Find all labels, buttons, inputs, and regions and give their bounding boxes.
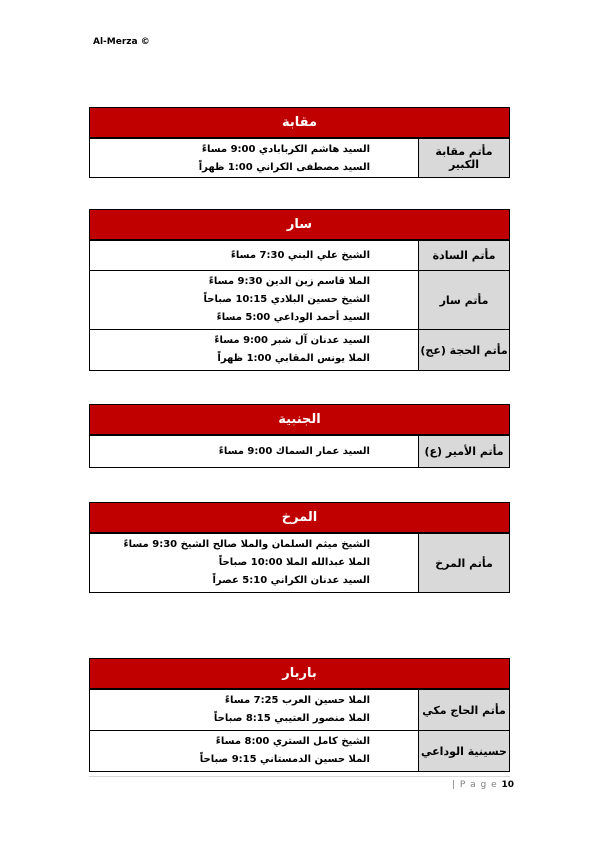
table-row bbox=[90, 240, 509, 270]
entry-line: الشيخ علي البني 7:30 مساءً bbox=[230, 249, 370, 261]
entries-cell bbox=[90, 690, 418, 730]
entries-cell bbox=[90, 731, 418, 771]
entries-cell bbox=[90, 330, 418, 370]
entry-line: الشيخ حسين البلادي 10:15 صباحاً bbox=[203, 294, 370, 305]
section-saar bbox=[89, 209, 510, 371]
entry-line: الشيخ ميثم السلمان والملا صالح الشيخ 9:30 مساءً bbox=[123, 539, 370, 550]
venue-name: مأتم الأمير (ع) bbox=[418, 436, 509, 467]
page-label: | P a g e bbox=[452, 780, 498, 790]
section-janabiya bbox=[89, 404, 510, 468]
entry-line: السيد عدنان آل شبر 9:00 مساءً bbox=[214, 335, 370, 346]
entry-line: السيد عدنان الكراني 5:10 عصراً bbox=[212, 575, 370, 586]
venue-name: مأتم مقابة الكبير bbox=[418, 139, 509, 177]
entry-line: الملا منصور العتيبي 8:15 صباحاً bbox=[213, 713, 370, 724]
footer-divider bbox=[89, 776, 510, 777]
section-title: سار bbox=[90, 210, 509, 240]
table-row bbox=[90, 138, 509, 177]
venue-name: مأتم سار bbox=[418, 271, 509, 329]
entry-line: الملا حسين العرب 7:25 مساءً bbox=[224, 695, 370, 706]
table-row bbox=[90, 435, 509, 467]
entries-cell bbox=[90, 271, 418, 329]
venue-name: مأتم المرخ bbox=[418, 534, 509, 592]
section-markh bbox=[89, 502, 510, 593]
table-row bbox=[90, 533, 509, 592]
table-row bbox=[90, 270, 509, 329]
entry-line: السيد أحمد الوداعي 5:00 مساءً bbox=[216, 312, 370, 323]
section-title: الجنبية bbox=[90, 405, 509, 435]
page-number: 10 bbox=[501, 780, 515, 790]
entry-line: السيد مصطفى الكراني 1:00 ظهراً bbox=[198, 162, 370, 173]
section-title: المرخ bbox=[90, 503, 509, 533]
entry-line: الملا حسين الدمستاني 9:15 صباحاً bbox=[199, 754, 370, 765]
entries-cell bbox=[90, 139, 418, 177]
entry-line: السيد هاشم الكربابادي 9:00 مساءً bbox=[201, 144, 370, 155]
venue-name: مأتم السادة bbox=[418, 241, 509, 270]
venue-name: حسينية الوداعي bbox=[418, 731, 509, 771]
venue-name: مأتم الحجة (عج) bbox=[418, 330, 509, 370]
table-row bbox=[90, 730, 509, 771]
entry-line: الشيخ كامل الستري 8:00 مساءً bbox=[215, 736, 370, 747]
table-row bbox=[90, 329, 509, 370]
entry-line: الملا يونس المقابي 1:00 ظهراً bbox=[217, 353, 370, 364]
section-title: مقابة bbox=[90, 108, 509, 138]
section-barbar bbox=[89, 658, 510, 772]
section-title: باربار bbox=[90, 659, 509, 689]
venue-name: مأتم الحاج مكي bbox=[418, 690, 509, 730]
entries-cell bbox=[90, 241, 418, 270]
table-row bbox=[90, 689, 509, 730]
header-brand: Al-Merza © bbox=[93, 37, 150, 47]
entry-line: الملا عبدالله الملا 10:00 صباحاً bbox=[218, 557, 370, 568]
page-footer bbox=[452, 780, 514, 790]
section-maqaba bbox=[89, 107, 510, 178]
entry-line: السيد عمار السماك 9:00 مساءً bbox=[218, 445, 370, 457]
entries-cell bbox=[90, 436, 418, 467]
entry-line: الملا قاسم زين الدين 9:30 مساءً bbox=[208, 276, 370, 287]
entries-cell bbox=[90, 534, 418, 592]
